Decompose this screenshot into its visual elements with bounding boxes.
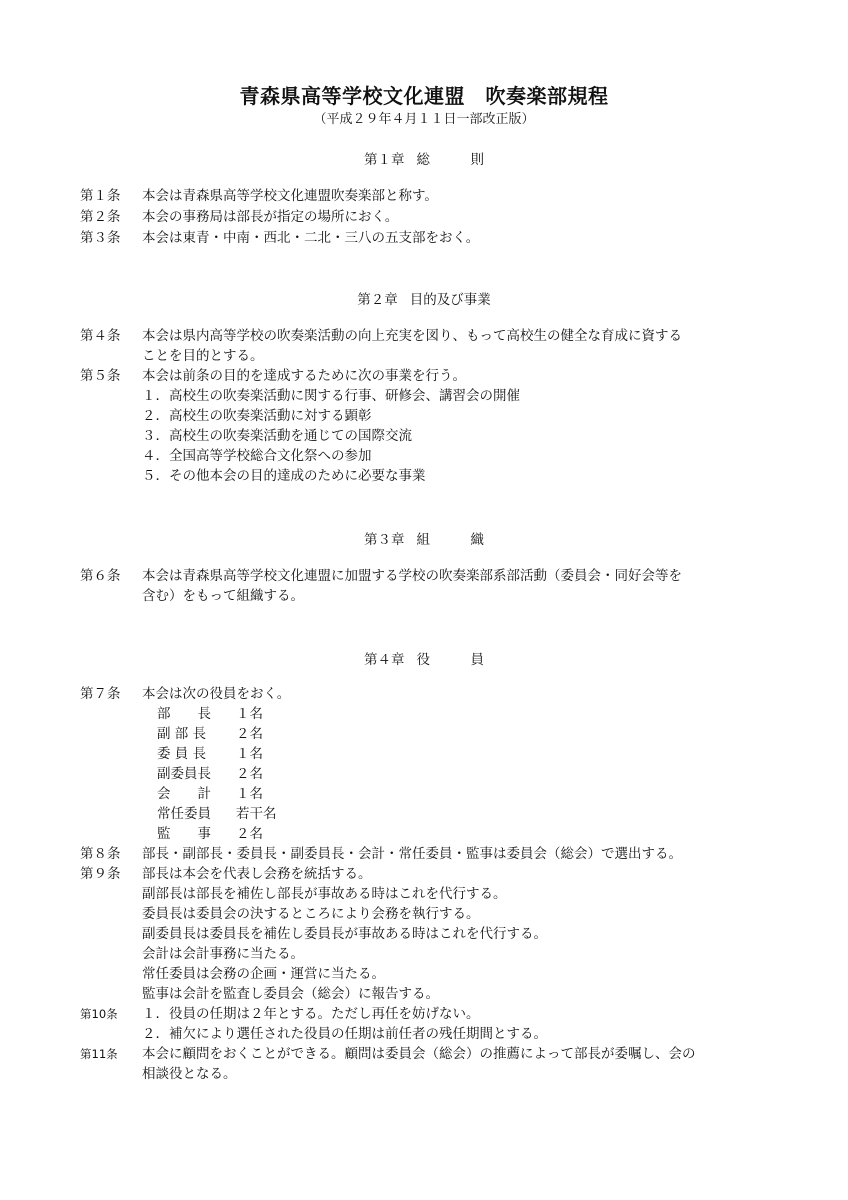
role-count: ２名 [236, 826, 263, 842]
list-item-text: １．高校生の吹奏楽活動に関する行事、研修会、講習会の開催 [142, 388, 520, 404]
article-text: 部長・副部長・委員長・副委員長・会計・常任委員・監事は委員会（総会）で選出する。 [142, 846, 682, 862]
article-label: 第９条 [80, 866, 121, 882]
role-name: 部 長 [157, 706, 211, 722]
article-text: 本会は県内高等学校の吹奏楽活動の向上充実を図り、もって高校生の健全な育成に資する [142, 328, 682, 344]
article-text: 本会は前条の目的を達成するために次の事業を行う。 [142, 368, 466, 384]
role-name: 監 事 [157, 826, 211, 842]
chapter-1-heading [0, 148, 848, 168]
article-label: 第11条 [80, 1047, 118, 1061]
article-text: 副委員長は委員長を補佐し委員長が事故ある時はこれを代行する。 [142, 926, 547, 942]
article-text: 本会は青森県高等学校文化連盟に加盟する学校の吹奏楽部系部活動（委員会・同好会等を [142, 568, 682, 584]
article-label: 第４条 [80, 328, 121, 344]
article-label: 第５条 [80, 368, 121, 384]
chapter-name: 総 則 [416, 152, 484, 168]
article-text: 委員長は委員会の決するところにより会務を執行する。 [142, 906, 480, 922]
role-name: 会 計 [157, 786, 211, 802]
article-text: 含む）をもって組織する。 [142, 588, 304, 604]
article-label: 第１条 [80, 188, 121, 204]
role-count: ２名 [236, 766, 263, 782]
chapter-name: 組 織 [416, 532, 484, 548]
list-item-text: ３．高校生の吹奏楽活動を通じての国際交流 [142, 428, 412, 444]
article-text: 本会に顧問をおくことができる。顧問は委員会（総会）の推薦によって部長が委嘱し、会の [142, 1046, 696, 1062]
chapter-2-heading [0, 288, 848, 308]
article-text: 本会は次の役員をおく。 [142, 686, 291, 702]
article-label: 第10条 [80, 1007, 118, 1021]
role-count: 若干名 [236, 806, 277, 822]
article-label: 第３条 [80, 230, 121, 246]
article-text: 部長は本会を代表し会務を統括する。 [142, 866, 372, 882]
chapter-number: 第１章 [364, 152, 405, 168]
article-text: 会計は会計事務に当たる。 [142, 946, 304, 962]
article-label: 第２条 [80, 209, 121, 225]
article-text: ことを目的とする。 [142, 348, 264, 364]
article-text: １．役員の任期は２年とする。ただし再任を妨げない。 [142, 1006, 480, 1022]
document-title: 青森県高等学校文化連盟 吹奏楽部規程 [239, 84, 609, 108]
article-label: 第８条 [80, 846, 121, 862]
role-name: 副委員長 [157, 766, 211, 782]
role-count: ２名 [236, 726, 263, 742]
role-name: 常任委員 [157, 806, 211, 822]
article-text: 相談役となる。 [142, 1066, 237, 1082]
article-text: 常任委員は会務の企画・運営に当たる。 [142, 966, 385, 982]
chapter-3-heading [0, 528, 848, 548]
article-text: 監事は会計を監査し委員会（総会）に報告する。 [142, 986, 439, 1002]
role-name: 委 員 長 [157, 746, 207, 762]
article-text: ２．補欠により選任された役員の任期は前任者の残任期間とする。 [142, 1026, 547, 1042]
chapter-name: 目的及び事業 [409, 292, 491, 308]
chapter-4-heading [0, 648, 848, 668]
article-text: 本会は東青・中南・西北・二北・三八の五支部をおく。 [142, 230, 480, 246]
role-count: １名 [236, 786, 263, 802]
article-label: 第６条 [80, 568, 121, 584]
list-item-text: ２．高校生の吹奏楽活動に対する顕彰 [142, 408, 372, 424]
chapter-name: 役 員 [416, 652, 484, 668]
list-item-text: ５．その他本会の目的達成のために必要な事業 [142, 468, 426, 484]
article-label: 第７条 [80, 686, 121, 702]
role-count: １名 [236, 746, 263, 762]
chapter-number: 第２章 [357, 292, 398, 308]
article-text: 副部長は部長を補佐し部長が事故ある時はこれを代行する。 [142, 886, 507, 902]
article-text: 本会は青森県高等学校文化連盟吹奏楽部と称す。 [142, 188, 438, 204]
article-text: 本会の事務局は部長が指定の場所におく。 [142, 209, 399, 225]
chapter-number: 第４章 [364, 652, 405, 668]
role-name: 副 部 長 [157, 726, 207, 742]
role-count: １名 [236, 706, 263, 722]
chapter-number: 第３章 [364, 532, 405, 548]
list-item-text: ４．全国高等学校総合文化祭への参加 [142, 448, 372, 464]
document-subtitle: （平成２９年４月１１日一部改正版） [313, 112, 535, 127]
